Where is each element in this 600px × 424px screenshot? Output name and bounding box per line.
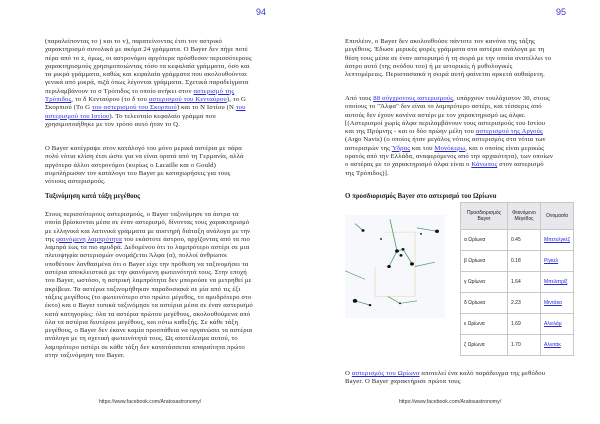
- text-segment: Από τους: [345, 95, 374, 102]
- magnitude-cell: 1.64: [508, 272, 541, 293]
- column-header: Προσδιορισμός Bayer: [461, 203, 508, 230]
- name-cell: [541, 230, 574, 251]
- text-segment: Στους περισσότερους αστερισμούς, ο Bayer ταξινόμησε τα άστρα τα οποία βρίσκονται μέσα σε έναν αστερισμό, δίνοντας τους χαρακτηρισμό με ελληνικά και λατινικά γράμματα με αυστηρή διάταξη ανάλογα με την της: [45, 211, 251, 243]
- text-segment: Ο Bayer κατέγραψε στον κατάλογό του μόνο μερικά αστέρια με πάρα πολύ νότια κλίση έτσι ώστε για να είναι ορατά από τη Γερμανία, αλλά αργότερα άλλοι αστρονόμοι (κυρίως ο Lacaille και ο Gould) συμπλήρωσαν τον κατάλογο του Bayer με καταχωρήσεις για τους νότιους αστερισμούς.: [45, 145, 244, 186]
- inline-link[interactable]: Κάνωπος: [471, 161, 498, 169]
- magnitude-cell: 0.45: [508, 230, 541, 251]
- designation-cell: β Ωρίωνα: [461, 251, 508, 272]
- orion-star-chart-image: [345, 215, 445, 318]
- paragraph: [45, 145, 253, 186]
- designation-cell: ζ Ωρίωνα: [461, 335, 508, 356]
- paragraph: [345, 38, 553, 79]
- column-header: Φαινόμενο Μέγεθος: [508, 203, 541, 230]
- paragraph: [45, 38, 253, 129]
- text-segment: , το δ Κενταύρου (το δ του: [71, 96, 149, 104]
- text-segment: ) και το N Ιστίου (N: [176, 104, 236, 112]
- star-name-link[interactable]: Αλνιτάκ: [544, 342, 561, 348]
- section-heading: Ταξινόμηση κατά τάξη μεγέθους: [45, 193, 141, 200]
- bayer-orion-table: [460, 202, 574, 356]
- text-segment: (παραλείποντας το j και το v), παρατείνοντας έτσι τον αστρικό χαρακτηρισμό συνολικά με ακόμα 24 γράμματα. Ο Bayer δεν πήγε ποτέ πέρα από το z, όμως, οι αστρονόμοι αργότερα πρόσθεσαν περισσότερους χαρακτηρισμούς χρησιμοποιώντας τόσο τα κεφαλαία γράμματα, όσο και τα μικρά γράμματα, καθώς και κεφαλαία γράμματα που ακολουθούνται γενικά από μικρά, πιζά όπως λέγονται γράμματα. Σχετικά παραδείγματα περιλαμβάνουν το σ Τρόπιδος το οποίο ανήκει στον: [45, 38, 252, 95]
- paragraph: [45, 211, 253, 360]
- text-segment: ), το G Σκορπιού (Το G: [45, 96, 246, 112]
- inline-link[interactable]: 88 σύγχρονους αστερισμούς: [373, 95, 454, 102]
- text-segment: και του: [410, 144, 435, 152]
- designation-cell: ε Ωρίωνα: [461, 314, 508, 335]
- text-segment: Ο: [345, 370, 352, 377]
- text-segment: ). Το τελευταίο κεφαλαίο γράμμα που χρησιμοποιήθηκε με τον τρόπο αυτό ήταν το Q.: [45, 112, 216, 128]
- text-segment: στον αστερισμό της Τρόπιδος)].: [345, 161, 544, 177]
- star-name-link[interactable]: Μπελατρίξ: [544, 279, 568, 285]
- name-cell: [541, 314, 574, 335]
- name-cell: [541, 335, 574, 356]
- right-page: [300, 0, 600, 424]
- name-cell: [541, 251, 574, 272]
- column-header: Ονομασία: [541, 203, 574, 230]
- text-segment: Επιπλέον, ο Bayer δεν ακολουθούσε πάντοτε τον κανόνα της τάξης μεγέθους. Έδωσε μερικές φορές γράμματα στα αστέρια ανάλογα με τη θέση τους μέσα σε έναν αστερισμό ή τη σειρά με την οποία ανατέλλει το άστρο αυτό (της ανόδου του) ή με ιστορικές ή μυθολογικές λεπτομέρειες. Περιστασιακά η σειρά αυτή φαίνεται αρκετά αυθαίρετη.: [345, 38, 552, 79]
- inline-link[interactable]: αστερισμού της Αργούς: [475, 128, 543, 136]
- magnitude-cell: 1.70: [508, 335, 541, 356]
- star-name-link[interactable]: Μπετελγκέζ: [544, 237, 570, 243]
- page-number: 95: [556, 7, 567, 17]
- table-row: [461, 251, 574, 272]
- text-segment: , και ο οποίος είναι μερικώς ορατός από την Ελλάδα, αναφερόμενος από την αρχαιότητα), των οποίων ο αστέρας με το χαρακτηρισμό άλφα είναι ο: [345, 144, 553, 169]
- page-number: 94: [256, 7, 267, 17]
- table-row: [461, 230, 574, 251]
- star-name-link[interactable]: Ρίγκελ: [544, 258, 559, 264]
- designation-cell: γ Ωρίωνα: [461, 272, 508, 293]
- magnitude-cell: 1.69: [508, 314, 541, 335]
- name-cell: [541, 293, 574, 314]
- section-heading: Ο προσδιορισμός Bayer στο αστερισμό του Ωρίωνα: [345, 193, 497, 200]
- star-name-link[interactable]: Αλνιλάμ: [544, 321, 562, 327]
- star-name-link[interactable]: Μιντάκα: [544, 300, 562, 306]
- paragraph: [345, 95, 553, 178]
- text-segment: αποτελεί ένα καλό παράδειγμα της μεθόδου Bayer. Ο Bayer χαρακτήρισε πρώτα τους: [345, 370, 546, 386]
- name-cell: [541, 272, 574, 293]
- magnitude-cell: 0.18: [508, 251, 541, 272]
- text-segment: , υπάρχουν τουλάχιστον 30, στους οποίους το "Άλφα" δεν είναι το λαμπρότερο αστέρι, και τέσσερις από αυτούς δεν έχουν κανένα αστέρι με τον χαρακτηρισμό ως άλφα. [(Αστερισμοί χωρίς άλφα περιλαμβάνουν τους αστερισμούς του Ιστίου και της Πρύμνης - και οι δύο πρώην μέλη του: [345, 95, 550, 136]
- inline-link[interactable]: αστερισμό της Τρόπιδος: [45, 87, 235, 104]
- designation-cell: δ Ωρίωνα: [461, 293, 508, 314]
- inline-link[interactable]: του αστερισμού του Ιστίου: [45, 104, 246, 120]
- table-row: [461, 314, 574, 335]
- inline-link[interactable]: αστερισμός του Ωρίωνα: [351, 370, 420, 377]
- paragraph: [345, 370, 553, 387]
- inline-link[interactable]: Μονόκερω: [434, 144, 466, 152]
- inline-link[interactable]: φαινόμενη λαμπρότητα: [56, 235, 122, 243]
- footer-url: https://www.facebook.com/Aratosastronomy/: [398, 399, 502, 405]
- text-segment: (Argo Navis) (ο οποίος ήταν μεγάλος νότιος αστερισμός στα νότια των αστερισμών της: [345, 136, 546, 152]
- inline-link[interactable]: Ύδρας: [391, 144, 411, 152]
- inline-link[interactable]: αστερισμού του Κενταύρου: [148, 96, 227, 104]
- inline-link[interactable]: του αστερισμού του Σκορπιού: [91, 104, 177, 112]
- table-row: [461, 293, 574, 314]
- footer-url: https://www.facebook.com/Aratosastronomy/: [98, 399, 202, 405]
- table-row: [461, 272, 574, 293]
- designation-cell: α Ωρίωνα: [461, 230, 508, 251]
- table-row: [461, 335, 574, 356]
- magnitude-cell: 2.23: [508, 293, 541, 314]
- text-segment: του εκάστοτε άστρου, αρχίζοντας από τα πιο λαμπρά έως τα πιο αμυδρά. Δεδομένου ότι το λαμπρότερο αστέρι σε μια πλειοψηφία αστερισμών ονομάζεται Άλφα (α), πολλοί άνθρωποι υποθέτουν λανθασμένα ότι ο Bayer είχε την πρόθεση να ταξινομήσει τα αστέρια αποκλειστικά με την φαινόμενη φωτεινότητά τους. Στην εποχή του Bayer, ωστόσο, η αστρική λαμπρότητα δεν μπορούσε να μετρηθεί με ακρίβεια. Τα αστέρια ταξινομήθηκαν παραδοσιακά σε μία από τις έξι τάξεις μεγέθους (το φωτεινότερο στο πρώτο μέγεθος, το αμυδρότερο στο έκτο) και ο Bayer τυπικά ταξινόμησε τα αστέρια μέσα σε έναν αστερισμό κατά κατηγορίες: όλα τα αστέρια πρώτου μεγέθους, ακολουθούμενα από όλα τα αστέρια δευτέρου μεγέθους, και ούτω καθεξής. Σε κάθε τάξη μεγέθους, ο Bayer δεν έκανε καμία προσπάθεια να οργανώσει τα αστέρια ανάλογα με τη σχετική φωτεινότητά τους. Ως αποτέλεσμα αυτού, το λαμπρότερο αστέρι σε κάθε τάξη δεν κατατάσσεται απαραίτητα πρώτο στην ταξινόμηση του Bayer.: [45, 235, 253, 360]
